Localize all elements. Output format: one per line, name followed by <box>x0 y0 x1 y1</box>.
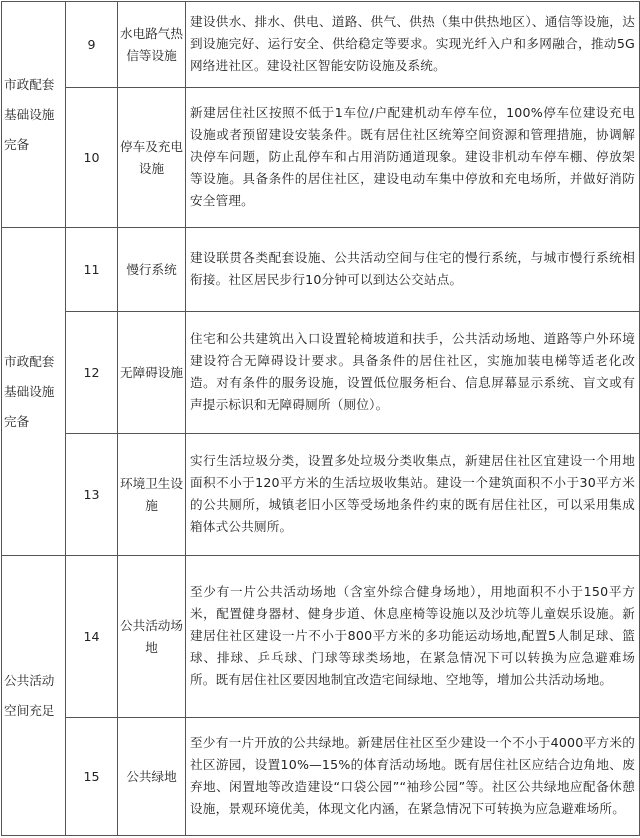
facility-name: 公共绿地 <box>118 718 186 836</box>
table-row <box>2 2 640 88</box>
category-line: 空间充足 <box>4 702 55 718</box>
row-number: 15 <box>66 718 118 836</box>
facility-standards-table <box>1 1 640 836</box>
facility-description: 实行生活垃圾分类，设置多处垃圾分类收集点，新建居住社区宜建设一个用地面积不小于120平方米的生活垃圾收集站。建设一个建筑面积不小于30平方米的公共厕所，城镇老旧小区等受场地条件约束的既有居住社区，可以采用集成箱体式公共厕所。 <box>186 434 640 556</box>
facility-description: 至少有一片公共活动场地（含室外综合健身场地），用地面积不小于150平方米，配置健身器材、健身步道、休息座椅等设施以及沙坑等儿童娱乐设施。新建居住社区建设一片不小于800平方米的多功能运动场地,配置5人制足球、篮球、排球、乒乓球、门球等球类场地，在紧急情况下可以转换为应急避难场所。既有居住社区要因地制宜改造宅间绿地、空地等，增加公共活动场地。 <box>186 556 640 718</box>
category-cell <box>2 556 66 836</box>
facility-name: 公共活动场地 <box>118 556 186 718</box>
table-row <box>2 88 640 228</box>
table-row <box>2 312 640 434</box>
facility-description: 住宅和公共建筑出入口设置轮椅坡道和扶手，公共活动场地、道路等户外环境建设符合无障碍设计要求。具备条件的居住社区，实施加装电梯等适老化改造。对有条件的服务设施，设置低位服务柜台、信息屏幕显示系统、盲文或有声提示标识和无障碍厕所（厕位）。 <box>186 312 640 434</box>
row-number: 14 <box>66 556 118 718</box>
category-line: 市政配套 <box>4 353 55 369</box>
category-cell <box>2 228 66 556</box>
row-number: 10 <box>66 88 118 228</box>
category-line: 基础设施 <box>4 383 55 399</box>
facility-name: 水电路气热信等设施 <box>118 2 186 88</box>
facility-name: 慢行系统 <box>118 228 186 312</box>
category-line: 公共活动 <box>4 672 55 688</box>
facility-description: 新建居住社区按照不低于1车位/户配建机动车停车位，100%停车位建设充电设施或者预留建设安装条件。既有居住社区统筹空间资源和管理措施，协调解决停车问题，防止乱停车和占用消防通道现象。建设非机动车停车棚、停放架等设施。具备条件的居住社区，建设电动车集中停放和充电场所，并做好消防安全管理。 <box>186 88 640 228</box>
table-row <box>2 434 640 556</box>
category-cell <box>2 2 66 228</box>
row-number: 13 <box>66 434 118 556</box>
table-row <box>2 556 640 718</box>
row-number: 9 <box>66 2 118 88</box>
facility-name: 停车及充电设施 <box>118 88 186 228</box>
facility-name: 无障碍设施 <box>118 312 186 434</box>
row-number: 11 <box>66 228 118 312</box>
facility-description: 建设供水、排水、供电、道路、供气、供热（集中供热地区）、通信等设施，达到设施完好、运行安全、供给稳定等要求。实现光纤入户和多网融合，推动5G网络进社区。建设社区智能安防设施及系统。 <box>186 2 640 88</box>
category-line: 市政配套 <box>4 76 55 92</box>
facility-description: 至少有一片开放的公共绿地。新建居住社区至少建设一个不小于4000平方米的社区游园，设置10%—15%的体育活动场地。既有居住社区应结合边角地、废弃地、闲置地等改造建设“口袋公园”“袖珍公园”等。社区公共绿地应配备休憩设施，景观环境优美，体现文化内涵，在紧急情况下可转换为应急避难场所。 <box>186 718 640 836</box>
facility-name: 环境卫生设施 <box>118 434 186 556</box>
table-row <box>2 228 640 312</box>
category-line: 完备 <box>4 136 30 152</box>
facility-description: 建设联贯各类配套设施、公共活动空间与住宅的慢行系统，与城市慢行系统相衔接。社区居民步行10分钟可以到达公交站点。 <box>186 228 640 312</box>
category-line: 基础设施 <box>4 106 55 122</box>
row-number: 12 <box>66 312 118 434</box>
category-line: 完备 <box>4 413 30 429</box>
table-row <box>2 718 640 836</box>
